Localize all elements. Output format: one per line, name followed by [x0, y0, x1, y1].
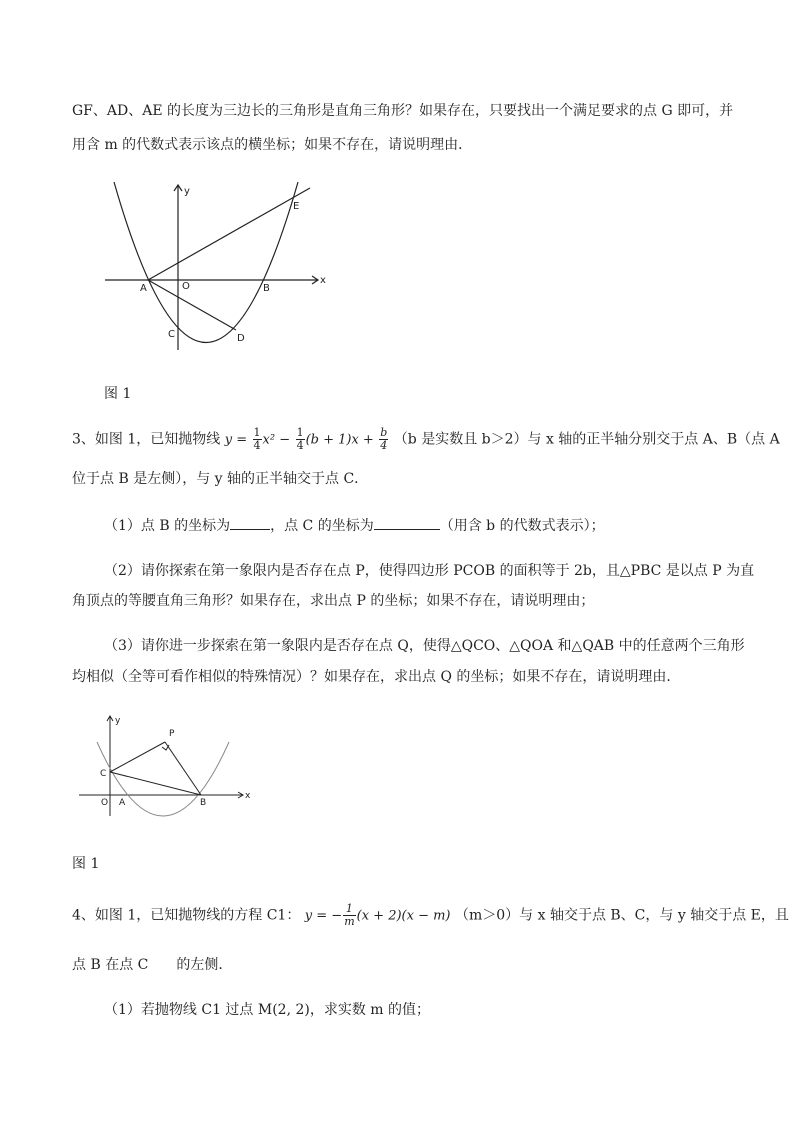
parabola: [97, 742, 229, 816]
problem3-eq-mid-2: (b + 1)x +: [305, 432, 374, 448]
label-a: A: [119, 798, 126, 808]
intro-line-1: GF、AD、AE 的长度为三边长的三角形是直角三角形？如果存在，只要找出一个满足要求的点 G 即可，并: [72, 103, 734, 119]
problem3-eq-mid-1: x² −: [262, 432, 291, 448]
problem3-frac-2: $\frac{1}{4}$: [296, 426, 304, 452]
problem4-line-1: [72, 903, 789, 928]
problem4-eq-rest: (x + 2)(x − m): [356, 908, 451, 924]
label-p: P: [169, 729, 175, 739]
label-y: y: [184, 186, 190, 197]
problem3-part-2-line-1: （2）请你探索在第一象限内是否存在点 P，使得四边形 PCOB 的面积等于 2b，且△PBC 是以点 P 为直: [104, 563, 755, 579]
problem3-suffix: （b 是实数且 b＞2）与 x 轴的正半轴分别交于点 A、B（点 A: [393, 431, 780, 448]
label-x: x: [320, 275, 326, 286]
figure-1: [100, 180, 340, 355]
problem3-line-2: 位于点 B 是左侧），与 y 轴的正半轴交于点 C．: [72, 471, 369, 487]
problem3-part-2-line-2: 角顶点的等腰直角三角形？如果存在，求出点 P 的坐标；如果不存在，请说明理由；: [72, 593, 595, 609]
answer-blank-b[interactable]: [230, 515, 270, 530]
figure-2-caption: 图 1: [72, 856, 100, 872]
figure-2: [75, 712, 255, 827]
label-b: B: [263, 283, 270, 294]
line-ae: [148, 188, 310, 280]
segment-cp: [110, 742, 165, 772]
problem4-frac: $\frac{1}{m}$: [344, 902, 355, 928]
problem3-prefix: 3、如图 1，已知抛物线: [72, 431, 221, 448]
problem4-line-2: 点 B 在点 C 的左侧．: [72, 957, 233, 973]
problem4-suffix: （m＞0）与 x 轴交于点 B、C，与 y 轴交于点 E，且: [454, 907, 789, 924]
problem3-eq-y: y =: [224, 432, 248, 448]
label-x: x: [245, 791, 251, 801]
label-o: O: [182, 281, 190, 292]
intro-line-2: 用含 m 的代数式表示该点的横坐标；如果不存在，请说明理由．: [72, 137, 473, 153]
problem3-line-1: [72, 427, 780, 452]
label-c: C: [168, 329, 175, 340]
problem4-prefix: 4、如图 1，已知抛物线的方程 C1：: [72, 907, 301, 924]
problem3-part-1: （1）点 B 的坐标为 ，点 C 的坐标为 （用含 b 的代数式表示）；: [104, 515, 605, 536]
problem4-part-1: （1）若抛物线 C1 过点 M(2, 2)，求实数 m 的值；: [104, 1002, 431, 1018]
label-b: B: [200, 798, 207, 808]
problem3-frac-3: $\frac{b}{4}$: [380, 426, 388, 452]
label-e: E: [293, 201, 300, 212]
label-y: y: [115, 716, 121, 726]
problem4-eq-y: y = −: [304, 908, 343, 924]
label-o: O: [101, 798, 109, 808]
problem3-frac-1: $\frac{1}{4}$: [253, 426, 261, 452]
label-a: A: [140, 283, 147, 294]
figure-1-caption: 图 1: [104, 386, 132, 402]
label-d: D: [237, 333, 245, 344]
label-c: C: [100, 769, 107, 779]
problem3-part-3-line-1: （3）请你进一步探索在第一象限内是否存在点 Q，使得△QCO、△QOA 和△QAB 中的任意两个三角形: [104, 638, 745, 654]
problem3-part-3-line-2: 均相似（全等可看作相似的特殊情况）？如果存在，求出点 Q 的坐标；如果不存在，请说明理由．: [72, 669, 681, 685]
answer-blank-c[interactable]: [374, 515, 440, 530]
parabola: [114, 182, 298, 343]
